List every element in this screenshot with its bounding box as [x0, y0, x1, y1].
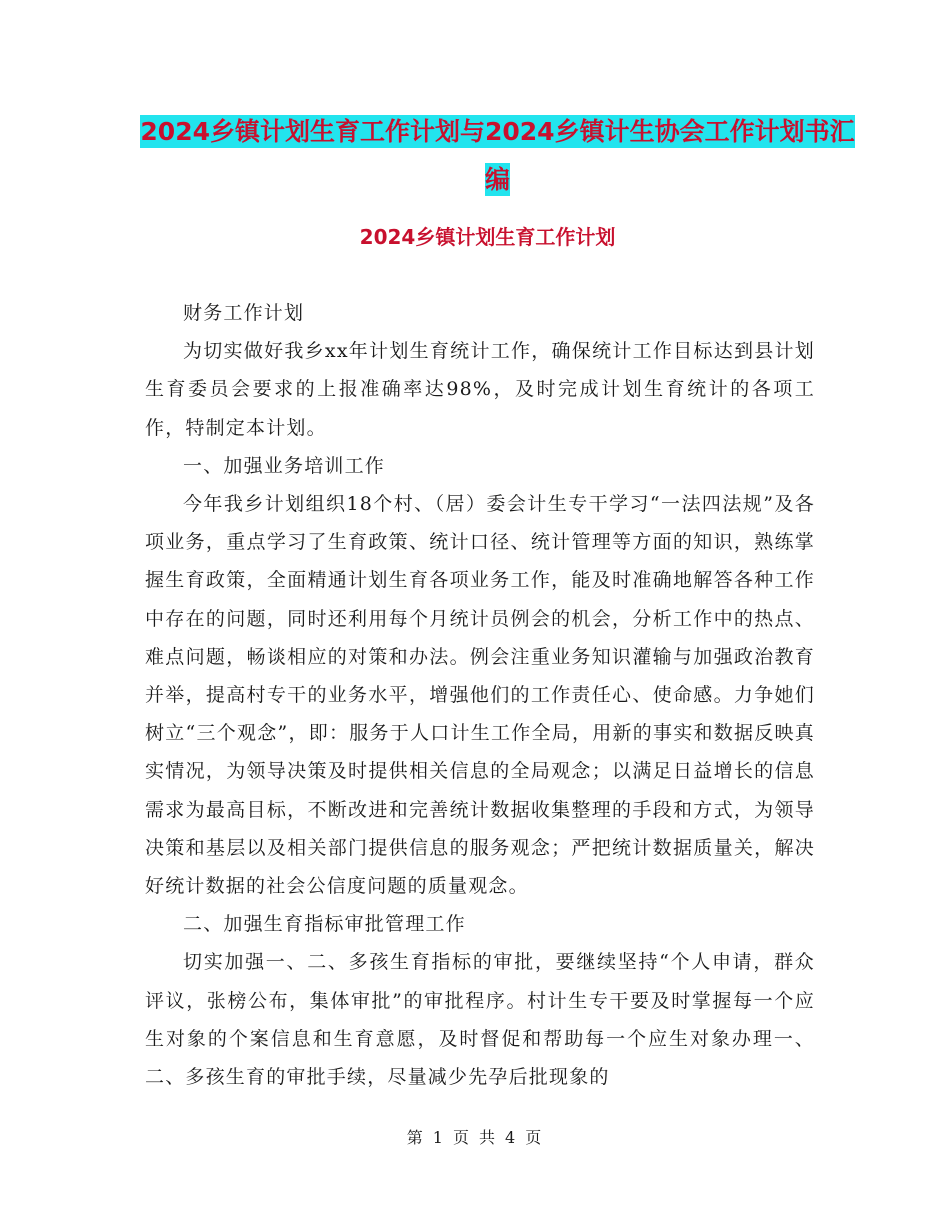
heading-paragraph: 一、加强业务培训工作 [183, 454, 386, 477]
paragraph: 财务工作计划 [183, 302, 305, 324]
paragraph: 切实加强一、二、多孩生育指标的审批，要继续坚持“个人申请，群众评议，张榜公布，集体审批”的审批程序。村计生专干要及时掌握每一个应生对象的个案信息和生育意愿，及时督促和帮助每一个应生对象办理一、二、多孩生育的审批手续，尽量减少先孕后批现象的 [145, 951, 815, 1089]
document-title-text: 2024乡镇计划生育工作计划与2024乡镇计生协会工作计划书汇编 [140, 117, 855, 194]
document-title [140, 108, 855, 204]
footer-current-page: 1 [432, 1128, 445, 1147]
footer-label-unit: 页 [452, 1128, 471, 1147]
footer-label-total: 共 [479, 1128, 498, 1147]
paragraph: 为切实做好我乡xx年计划生育统计工作，确保统计工作目标达到县计划生育委员会要求的上报准确率达98%，及时完成计划生育统计的各项工作，特制定本计划。 [145, 340, 815, 439]
page-footer [0, 1127, 950, 1149]
document-body [145, 294, 815, 1096]
footer-label-unit2: 页 [525, 1128, 544, 1147]
section-title: 2024乡镇计划生育工作计划 [359, 225, 616, 249]
footer-total-pages: 4 [505, 1128, 518, 1147]
heading-paragraph: 二、加强生育指标审批管理工作 [183, 913, 466, 936]
footer-label-page: 第 [406, 1128, 425, 1147]
paragraph: 今年我乡计划组织18个村、（居）委会计生专干学习“一法四法规”及各项业务，重点学习了生育政策、统计口径、统计管理等方面的知识，熟练掌握生育政策，全面精通计划生育各项业务工作，能及时准确地解答各种工作中存在的问题，同时还利用每个月统计员例会的机会，分析工作中的热点、难点问题，畅谈相应的对策和办法。例会注重业务知识灌输与加强政治教育并举，提高村专干的业务水平，增强他们的工作责任心、使命感。力争她们树立“三个观念”，即：服务于人口计生工作全局，用新的事实和数据反映真实情况，为领导决策及时提供相关信息的全局观念；以满足日益增长的信息需求为最高目标，不断改进和完善统计数据收集整理的手段和方式，为领导决策和基层以及相关部门提供信息的服务观念；严把统计数据质量关，解决好统计数据的社会公信度问题的质量观念。 [145, 493, 815, 898]
